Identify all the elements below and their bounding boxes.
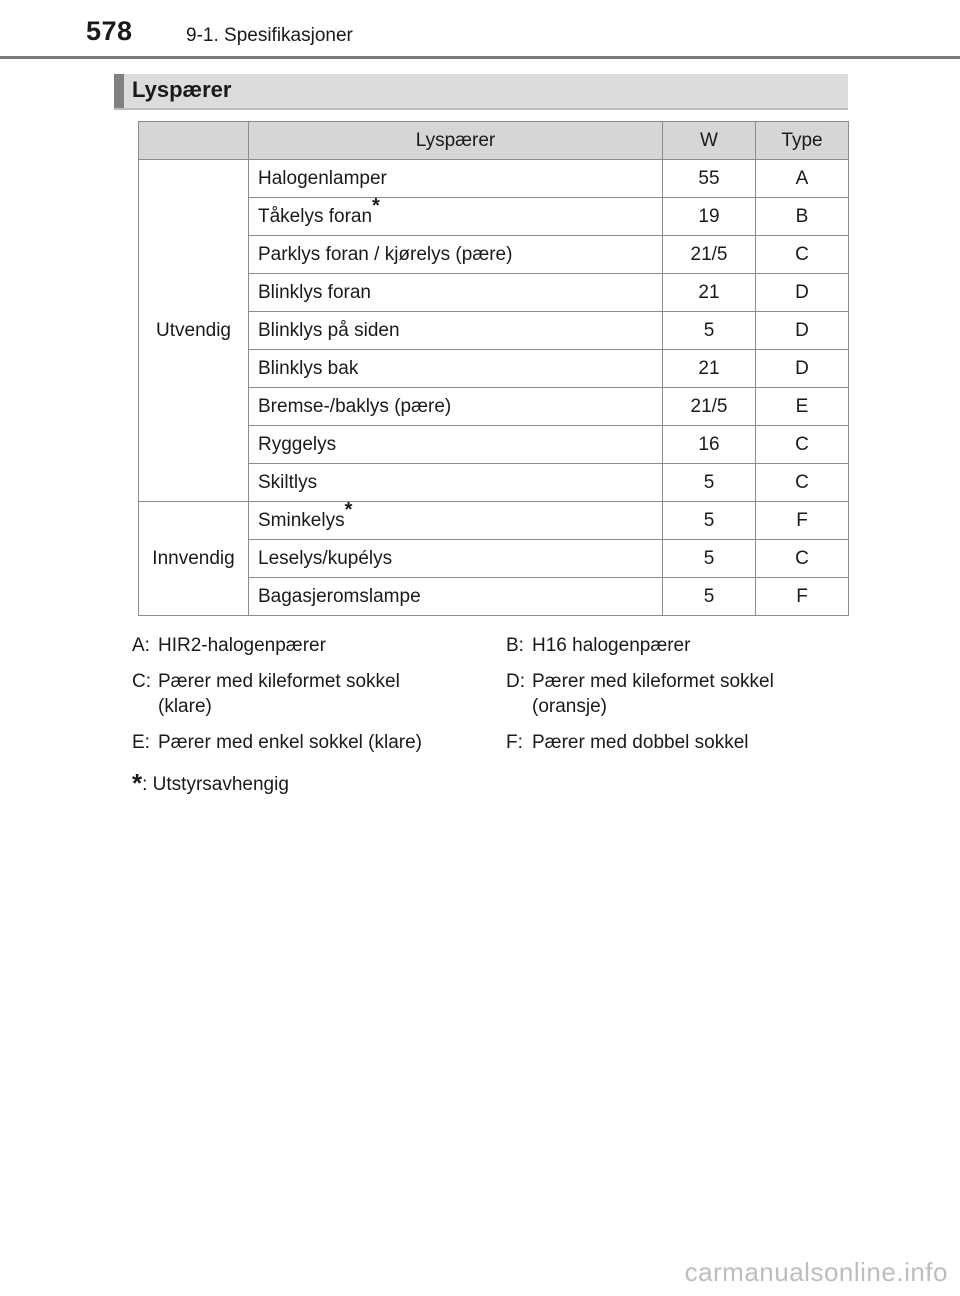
legend-text: HIR2-halogenpærer (158, 635, 326, 656)
bulb-type: C (756, 540, 849, 578)
column-header-group (139, 122, 249, 160)
bulb-watt: 5 (663, 540, 756, 578)
section-heading-bar (114, 74, 848, 110)
bulb-name-cell (249, 540, 663, 578)
bulb-type: D (756, 312, 849, 350)
optional-equipment-asterisk: * (344, 499, 353, 522)
legend-text-continued: (klare) (158, 696, 212, 717)
bulb-name-cell (249, 160, 663, 198)
page-number: 578 (86, 16, 133, 46)
bulb-name: Halogenlamper (258, 167, 387, 189)
legend-text: H16 halogenpærer (532, 635, 691, 656)
legend-text: Pærer med kileformet sokkel (532, 671, 774, 692)
bulb-name: Parklys foran / kjørelys (pære) (258, 243, 513, 265)
column-header-type: Type (756, 122, 849, 160)
legend-key: C: (132, 671, 151, 692)
legend-b (506, 633, 690, 658)
footnote-text: : Utstyrsavhengig (142, 774, 289, 795)
bulb-watt: 55 (663, 160, 756, 198)
legend-key: B: (506, 635, 524, 656)
column-header-bulb: Lyspærer (249, 122, 663, 160)
section-title: 9-1. Spesifikasjoner (186, 25, 353, 46)
bulb-name-cell (249, 388, 663, 426)
bulb-name-cell (249, 499, 663, 540)
section-heading: Lyspærer (132, 77, 232, 102)
watermark: carmanualsonline.info (684, 1257, 948, 1287)
legend-text: Pærer med dobbel sokkel (532, 732, 749, 753)
legend-f (506, 730, 749, 755)
bulb-type: C (756, 426, 849, 464)
legend-text: Pærer med kileformet sokkel (158, 671, 400, 692)
bulb-name-cell (249, 195, 663, 236)
legend-e (132, 730, 422, 755)
bulb-watt: 16 (663, 426, 756, 464)
column-header-watt: W (663, 122, 756, 160)
bulb-name-cell (249, 426, 663, 464)
bulb-name: Blinklys på siden (258, 319, 400, 341)
legend-text: Pærer med enkel sokkel (klare) (158, 732, 422, 753)
table-row (139, 502, 849, 540)
bulb-type: B (756, 198, 849, 236)
bulb-watt: 21 (663, 274, 756, 312)
bulb-name: Blinklys foran (258, 281, 371, 303)
bulb-name-cell (249, 350, 663, 388)
footnote-asterisk: * (132, 768, 143, 798)
legend-d (506, 669, 774, 719)
bulb-watt: 21/5 (663, 388, 756, 426)
bulb-type: E (756, 388, 849, 426)
bulb-name-cell (249, 274, 663, 312)
bulb-watt: 5 (663, 312, 756, 350)
row-group-label: Utvendig (139, 160, 249, 502)
bulb-name: Tåkelys foran (258, 205, 373, 227)
bulb-watt: 5 (663, 578, 756, 616)
bulb-name: Blinklys bak (258, 357, 359, 379)
legend-key: D: (506, 671, 525, 692)
bulb-name: Sminkelys (258, 509, 345, 531)
bulb-type: D (756, 274, 849, 312)
table-row (139, 160, 849, 198)
bulb-name-cell (249, 312, 663, 350)
legend-a (132, 633, 326, 658)
bulb-type: A (756, 160, 849, 198)
bulb-watt: 19 (663, 198, 756, 236)
bulb-name-cell (249, 236, 663, 274)
legend-text-continued: (oransje) (532, 696, 607, 717)
optional-equipment-asterisk: * (372, 195, 380, 218)
bulb-name: Bremse-/baklys (pære) (258, 395, 452, 417)
bulb-type: F (756, 502, 849, 540)
bulb-type: F (756, 578, 849, 616)
legend-key: F: (506, 732, 523, 753)
heading-accent (114, 74, 124, 108)
bulb-table (138, 121, 849, 616)
bulb-name: Ryggelys (258, 433, 337, 455)
legend-c (132, 669, 400, 719)
bulb-watt: 21/5 (663, 236, 756, 274)
bulb-name: Leselys/kupélys (258, 547, 393, 569)
bulb-watt: 21 (663, 350, 756, 388)
row-group-label: Innvendig (139, 502, 249, 616)
footnote (132, 766, 289, 797)
bulb-name: Bagasjeromslampe (258, 585, 421, 607)
bulb-watt: 5 (663, 502, 756, 540)
bulb-name: Skiltlys (258, 471, 318, 493)
bulb-type: D (756, 350, 849, 388)
table-body (139, 160, 849, 616)
bulb-watt: 5 (663, 464, 756, 502)
table-header-row (139, 122, 849, 160)
legend-key: E: (132, 732, 150, 753)
header-rule (0, 56, 960, 59)
bulb-type: C (756, 236, 849, 274)
bulb-type: C (756, 464, 849, 502)
bulb-name-cell (249, 578, 663, 616)
legend-key: A: (132, 635, 150, 656)
bulb-name-cell (249, 464, 663, 502)
